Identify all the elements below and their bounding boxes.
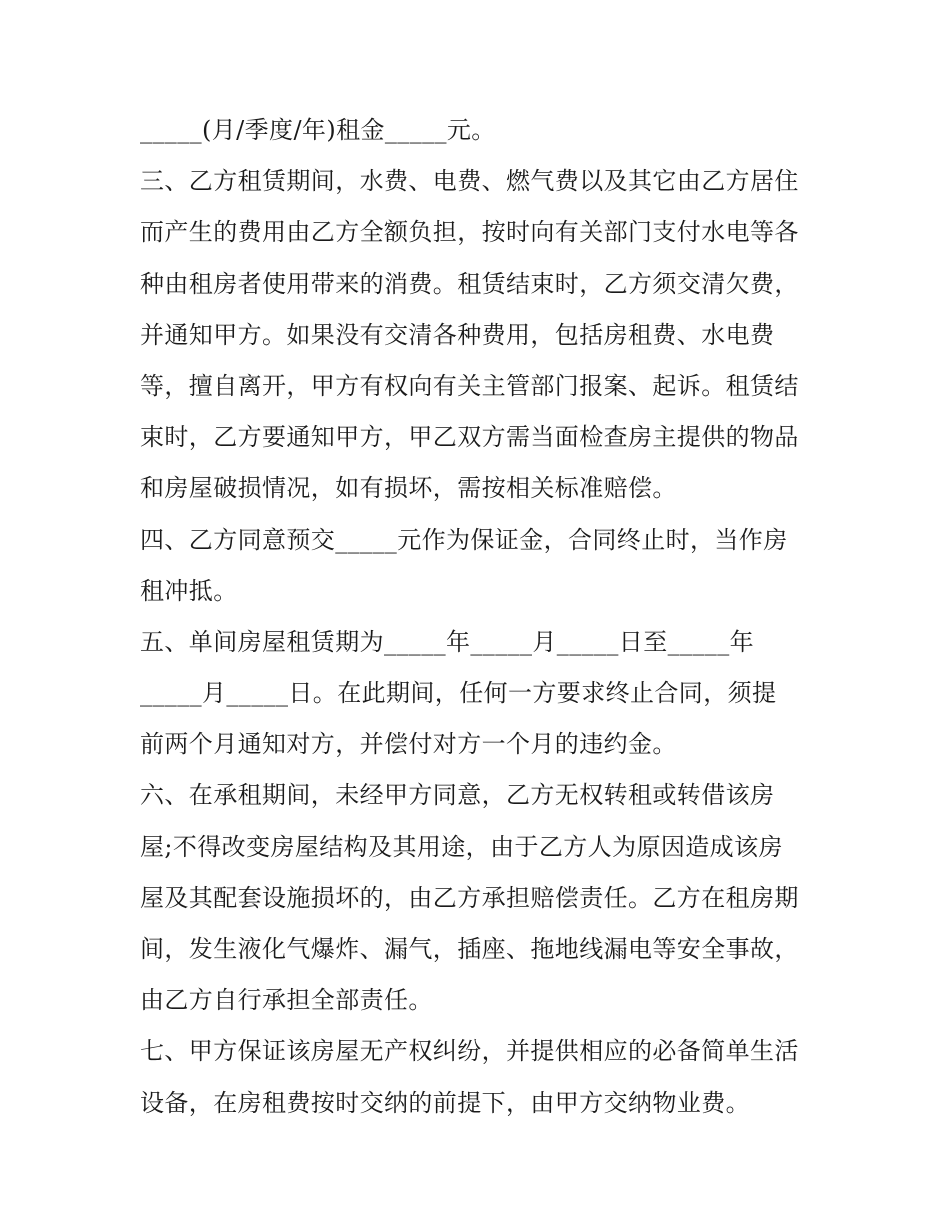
text-line-rent-period: _____(月/季度/年)租金_____元。 bbox=[140, 116, 496, 144]
clause-5-line-1: 五、单间房屋租赁期为_____年_____月_____日至_____年 bbox=[140, 627, 754, 656]
clause-6-line-4: 间，发生液化气爆炸、漏气，插座、拖地线漏电等安全事故， bbox=[140, 935, 799, 963]
document-page bbox=[140, 112, 820, 1136]
clause-6-line-5: 由乙方自行承担全部责任。 bbox=[140, 986, 433, 1015]
clause-3-line-7: 和房屋破损情况，如有损坏，需按相关标准赔偿。 bbox=[140, 474, 677, 503]
clause-6-line-2: 屋;不得改变房屋结构及其用途，由于乙方人为原因造成该房 bbox=[140, 832, 783, 861]
clause-3-line-4: 并通知甲方。如果没有交清各种费用，包括房租费、水电费 bbox=[140, 320, 775, 349]
clause-6-line-1: 六、在承租期间，未经甲方同意，乙方无权转租或转借该房 bbox=[140, 781, 775, 810]
clause-3-line-6: 束时，乙方要通知甲方，甲乙双方需当面检查房主提供的物品 bbox=[140, 423, 799, 452]
clause-7-line-1: 七、甲方保证该房屋无产权纠纷，并提供相应的必备简单生活 bbox=[140, 1037, 799, 1066]
clause-3-line-5: 等，擅自离开，甲方有权向有关主管部门报案、起诉。租赁结 bbox=[140, 371, 799, 400]
clause-3-line-3: 种由租房者使用带来的消费。租赁结束时，乙方须交清欠费， bbox=[140, 269, 799, 298]
clause-6-line-3: 屋及其配套设施损坏的，由乙方承担赔偿责任。乙方在租房期 bbox=[140, 883, 799, 912]
clause-5-line-3: 前两个月通知对方，并偿付对方一个月的违约金。 bbox=[140, 730, 677, 759]
clause-7-line-2: 设备，在房租费按时交纳的前提下，由甲方交纳物业费。 bbox=[140, 1088, 750, 1117]
clause-4-line-2: 租冲抵。 bbox=[140, 576, 238, 605]
clause-4-line-1: 四、乙方同意预交_____元作为保证金，合同终止时，当作房 bbox=[140, 525, 788, 554]
clause-3-line-2: 而产生的费用由乙方全额负担，按时向有关部门支付水电等各 bbox=[140, 218, 799, 247]
clause-5-line-2: _____月_____日。在此期间，任何一方要求终止合同，须提 bbox=[140, 679, 777, 708]
clause-3-line-1: 三、乙方租赁期间，水费、电费、燃气费以及其它由乙方居住 bbox=[140, 167, 799, 196]
